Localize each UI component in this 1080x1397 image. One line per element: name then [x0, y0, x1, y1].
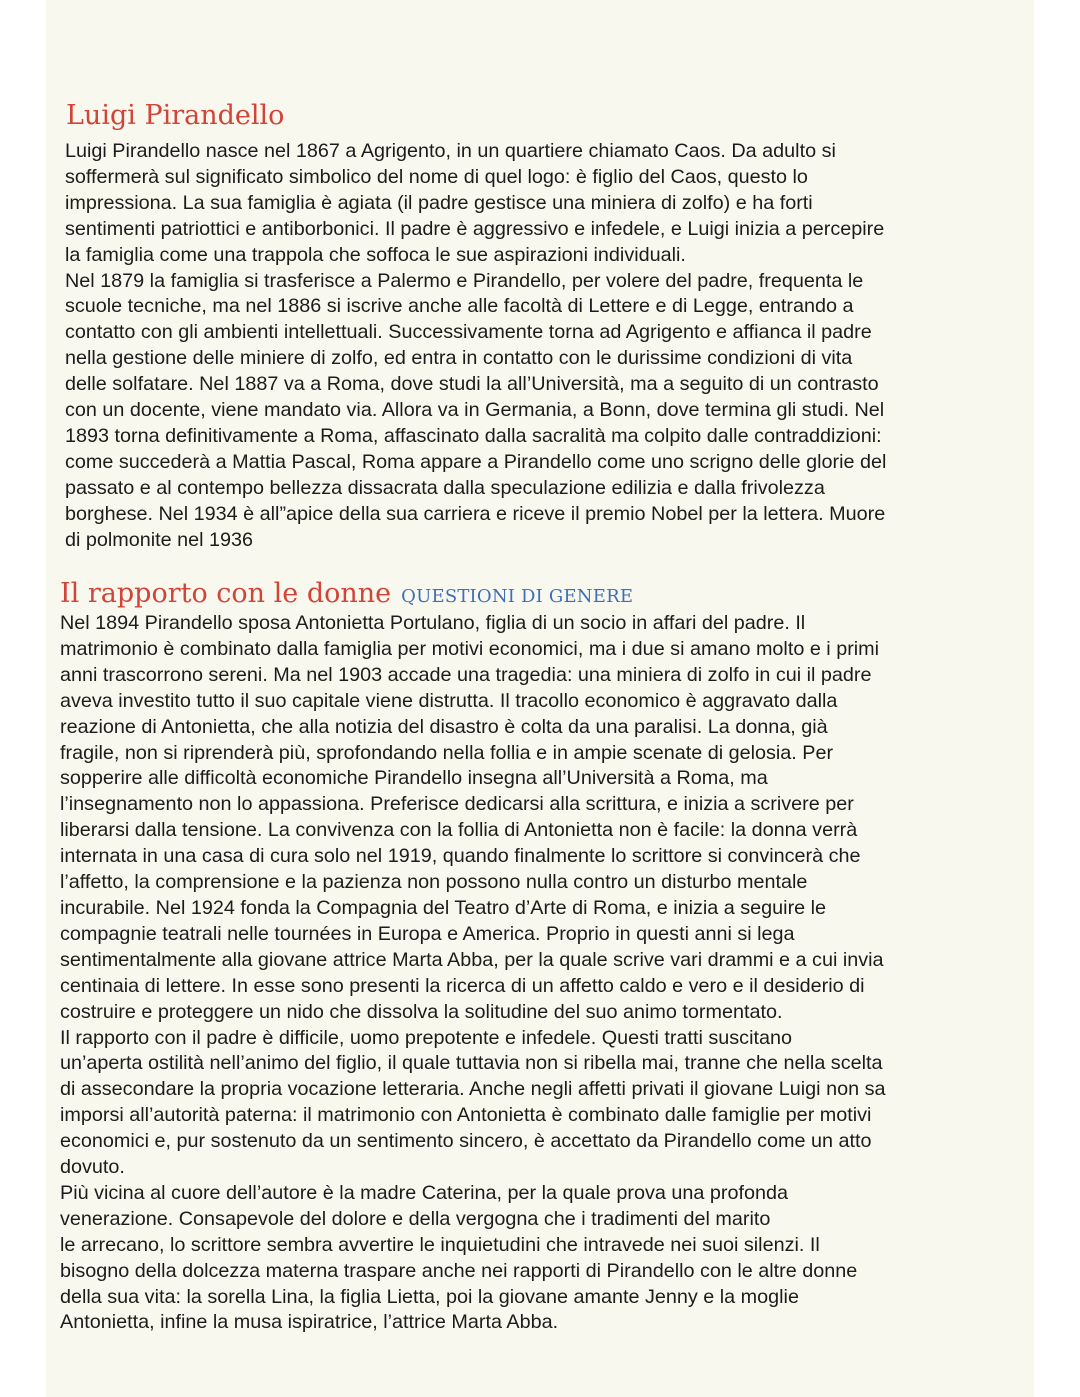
- text-line: della sua vita: la sorella Lina, la figlia Lietta, poi la giovane amante Jenny e la moglie: [60, 1285, 799, 1308]
- text-line: liberarsi dalla tensione. La convivenza con la follia di Antonietta non è facile: la donna verrà: [60, 819, 858, 842]
- text-line: di assecondare la propria vocazione letteraria. Anche negli affetti privati il giovane Luigi non sa: [60, 1078, 886, 1101]
- text-line: dovuto.: [60, 1156, 125, 1179]
- text-line: Nel 1879 la famiglia si trasferisce a Palermo e Pirandello, per volere del padre, frequenta le: [65, 269, 864, 292]
- text-line: sentimenti patriottici e antiborbonici. Il padre è aggressivo e infedele, e Luigi inizia a percepire: [65, 217, 885, 240]
- text-line: Luigi Pirandello nasce nel 1867 a Agrigento, in un quartiere chiamato Caos. Da adulto si: [65, 140, 836, 162]
- section-body-biography: [65, 139, 886, 554]
- text-line: costruire e proteggere un nido che dissolva la solitudine del suo animo tormentato.: [60, 1000, 783, 1023]
- text-line: incurabile. Nel 1924 fonda la Compagnia del Teatro d’Arte di Roma, e inizia a seguire le: [60, 896, 827, 919]
- text-line: reazione di Antonietta, che alla notizia del disastro è colta da una paralisi. La donna, già: [60, 715, 828, 738]
- text-line: 1893 torna definitivamente a Roma, affascinato dalla sacralità ma colpito dalle contraddizioni:: [65, 424, 882, 447]
- section-title-text: Il rapporto con le donne: [60, 578, 392, 609]
- text-line: internata in una casa di cura solo nel 1919, quando finalmente lo scrittore si convincerà che: [60, 845, 861, 868]
- text-line: fragile, non si riprenderà più, sprofondando nella follia e in ampie scenate di gelosia. Per: [60, 741, 834, 764]
- text-line: soffermerà sul significato simbolico del nome di quel logo: è figlio del Caos, questo lo: [65, 165, 808, 188]
- text-line: come succederà a Mattia Pascal, Roma appare a Pirandello come uno scrigno delle glorie del: [65, 450, 887, 473]
- text-line: un’aperta ostilità nell’animo del figlio, il quale tuttavia non si ribella mai, tranne che nella scelta: [60, 1052, 883, 1075]
- text-line: l’affetto, la comprensione e la pazienza non possono nulla contro un disturbo mentale: [60, 871, 808, 894]
- text-line: con un docente, viene mandato via. Allora va in Germania, a Bonn, dove termina gli studi. Nel: [65, 399, 885, 422]
- text-line: l’insegnamento non lo appassiona. Preferisce dedicarsi alla scrittura, e inizia a scrivere per: [60, 793, 854, 816]
- text-line: matrimonio è combinato dalla famiglia per motivi economici, ma i due si amano molto e i primi: [60, 637, 880, 660]
- text-line: contatto con gli ambienti intellettuali. Successivamente torna ad Agrigento e affianca il padre: [65, 321, 872, 344]
- text-line: Nel 1894 Pirandello sposa Antonietta Portulano, figlia di un socio in affari del padre. Il: [60, 612, 806, 634]
- text-line: le arrecano, lo scrittore sembra avvertire le inquietudini che intravede nei suoi silenzi. Il: [60, 1233, 820, 1256]
- text-line: passato e al contempo bellezza dissacrata dalla speculazione edilizia e dalla frivolezza: [65, 476, 825, 499]
- text-line: Antonietta, infine la musa ispiratrice, l’attrice Marta Abba.: [60, 1311, 559, 1334]
- text-line: delle solfatare. Nel 1887 va a Roma, dove studi la all’Università, ma a seguito di un contrasto: [65, 373, 879, 396]
- text-line: aveva investito tutto il suo capitale viene distrutta. Il tracollo economico è aggravato dalla: [60, 689, 838, 712]
- text-line: economici e, pur sostenuto da un sentimento sincero, è accettato da Pirandello come un atto: [60, 1130, 872, 1153]
- text-line: compagnie teatrali nelle tournées in Europa e America. Proprio in questi anni si lega: [60, 922, 795, 945]
- section-title-luigi-pirandello: Luigi Pirandello: [66, 100, 285, 131]
- text-line: nella gestione delle miniere di zolfo, ed entra in contatto con le durissime condizioni di vita: [65, 347, 853, 370]
- text-line: centinaia di lettere. In esse sono presenti la ricerca di un affetto caldo e vero e il desiderio di: [60, 974, 865, 997]
- text-line: impressiona. La sua famiglia è agiata (il padre gestisce una miniera di zolfo) e ha forti: [65, 191, 813, 214]
- text-line: la famiglia come una trappola che soffoca le sue aspirazioni individuali.: [65, 243, 686, 266]
- text-line: bisogno della dolcezza materna traspare anche nei rapporti di Pirandello con le altre donne: [60, 1259, 858, 1282]
- text-line: di polmonite nel 1936: [65, 528, 254, 551]
- text-line: venerazione. Consapevole del dolore e della vergogna che i tradimenti del marito: [60, 1207, 771, 1230]
- text-line: scuole tecniche, ma nel 1886 si iscrive anche alle facoltà di Lettere e di Legge, entrando a: [65, 295, 854, 318]
- section-body-rapporto-donne: [60, 611, 885, 1336]
- text-line: sentimentalmente alla giovane attrice Marta Abba, per la quale scrive vari drammi e a cui invia: [60, 948, 884, 971]
- text-line: Il rapporto con il padre è difficile, uomo prepotente e infedele. Questi tratti suscitano: [60, 1026, 792, 1049]
- text-line: borghese. Nel 1934 è all”apice della sua carriera e riceve il premio Nobel per la lettera. Muore: [65, 502, 886, 525]
- text-line: sopperire alle difficoltà economiche Pirandello insegna all’Università a Roma, ma: [60, 767, 768, 790]
- text-line: Più vicina al cuore dell’autore è la madre Caterina, per la quale prova una profonda: [60, 1181, 788, 1204]
- text-line: anni trascorrono sereni. Ma nel 1903 accade una tragedia: una miniera di zolfo in cui il padre: [60, 663, 872, 686]
- text-line: imporsi all’autorità paterna: il matrimonio con Antonietta è combinato dalle famiglie per motivi: [60, 1104, 872, 1127]
- section-tag-questioni-di-genere: QUESTIONI DI GENERE: [401, 586, 634, 607]
